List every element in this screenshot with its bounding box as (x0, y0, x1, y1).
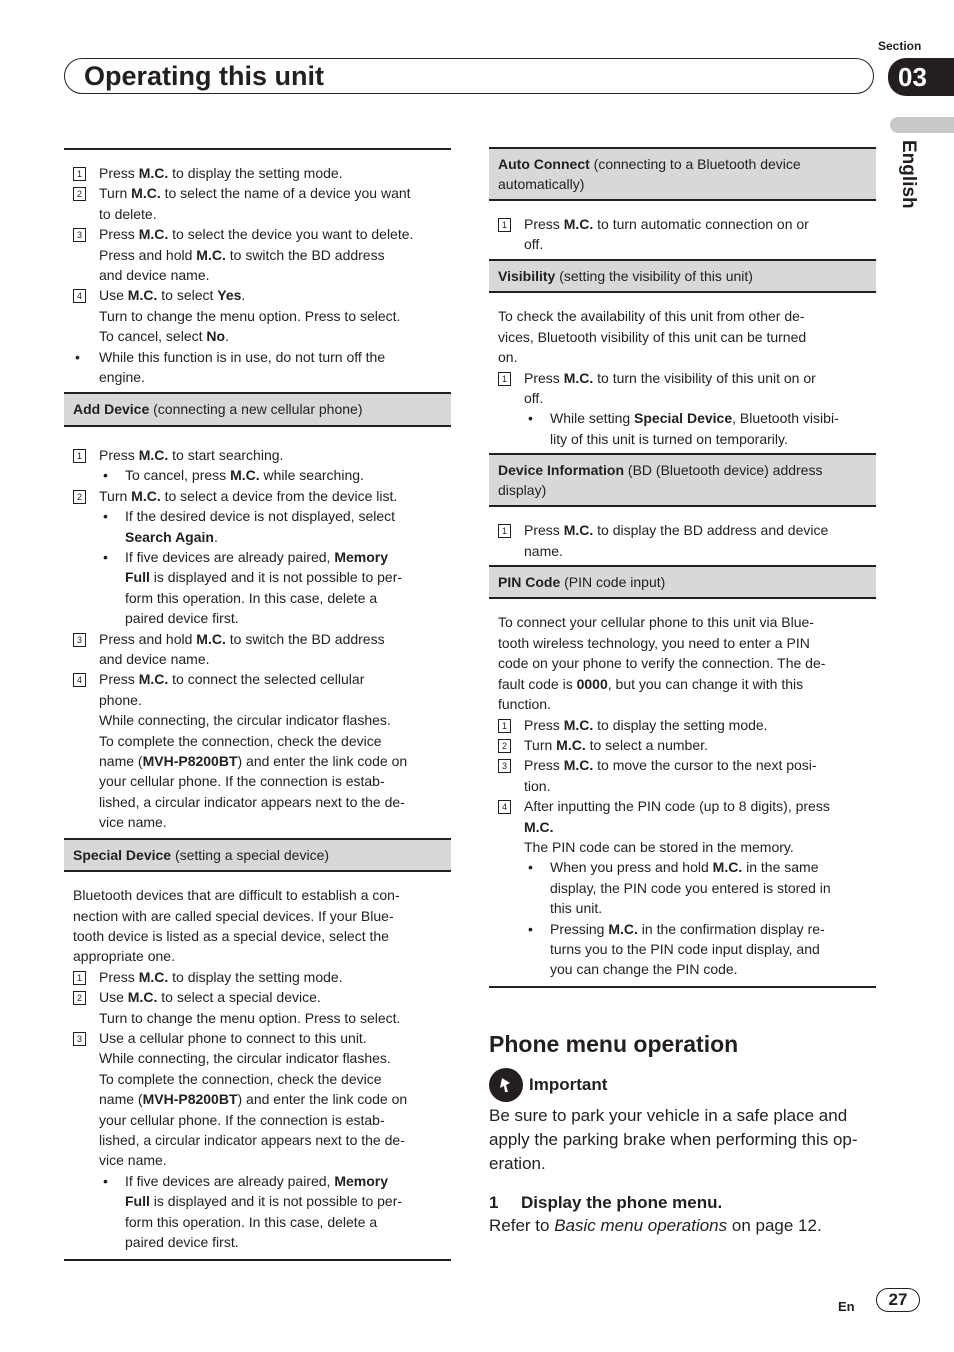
auto-connect-header: Auto Connect (connecting to a Bluetooth device automatically) (489, 147, 876, 201)
phone-menu-step: 1 Display the phone menu. (489, 1192, 723, 1212)
important-icon (489, 1068, 523, 1102)
step: 2 Turn M.C. to select the name of a device you want (73, 183, 442, 203)
device-information-header: Device Information (BD (Bluetooth device) address display) (489, 453, 876, 507)
special-device-body: Bluetooth devices that are difficult to establish a con- nection with are called special devices. If your Blue- tooth device is listed as a special device, select the appropriate one. 1 Press M.C. to display the setting mode. 2 Use M.C. to select a special device. Turn to change the menu option. Press to select. 3 Use a cellular phone to connect to this unit. While connecting, the circular indicator flashes. To complete the connection, check the device name (MVH-P8200BT) and enter the link code on your cellular phone. If the connection is estab- lished, a circular indicator appears next to the de- vice name. • If five devices are already paired, Memory Full is displayed and it is not possible to per- form this operation. In this case, delete a paired device first. (64, 885, 451, 1252)
page-number: 27 (876, 1288, 920, 1312)
special-device-header: Special Device (setting a special device) (64, 838, 451, 873)
page-title: Operating this unit (84, 61, 324, 91)
add-device-steps: 1 Press M.C. to start searching. • To cancel, press M.C. while searching. 2 Turn M.C. to select a device from the device list. • If the desired device is not displayed, select Search Again. • If five devices are already paired, Memory Full is displayed and it is not possible to per- form this operation. In this case, delete a paired device first. 3 Press and hold M.C. to switch the BD address and device name. 4 Press M.C. to connect the selected cellular phone. While connecting, the circular indicator flashes. To complete the connection, check the device name (MVH-P8200BT) and enter the link code on your cellular phone. If the connection is estab- lished, a circular indicator appears next to the de- vice name. (64, 445, 451, 833)
add-device-header: Add Device (connecting a new cellular phone) (64, 392, 451, 427)
pin-code-header: PIN Code (PIN code input) (489, 565, 876, 600)
important-block (489, 1068, 876, 1102)
delete-device-steps: 1 Press M.C. to display the setting mode. 2 Turn M.C. to select the name of a device you want to delete. 3 Press M.C. to select the device you want to delete. Press and hold M.C. to switch the BD address and device name. 4 Use M.C. to select Yes. Turn to change the menu option. Press to select. To cancel, select No. • While this function is in use, do not turn off the engine. (64, 163, 451, 387)
divider (64, 1259, 451, 1261)
important-label: Important (529, 1074, 608, 1094)
phone-menu-heading: Phone menu operation (489, 1030, 739, 1057)
step: 1 Press M.C. to display the setting mode. (73, 163, 442, 183)
language-bar (890, 117, 954, 133)
footer-language: En (838, 1299, 855, 1314)
note: • While this function is in use, do not turn off the (73, 347, 442, 367)
step: 3 Press M.C. to select the device you want to delete. (73, 224, 442, 244)
section-number: 03 (898, 62, 927, 92)
left-column (64, 148, 451, 1261)
visibility-header: Visibility (setting the visibility of this unit) (489, 259, 876, 294)
important-text: Be sure to park your vehicle in a safe place and apply the parking brake when performing this op- eration. (489, 1105, 858, 1173)
step: 4 Use M.C. to select Yes. (73, 285, 442, 305)
section-label: Section (878, 39, 922, 53)
language-label: English (898, 140, 919, 209)
right-column: Auto Connect (connecting to a Bluetooth device automatically) 1 Press M.C. to turn automatic connection on or off. Visibility (setting the visibility of this unit) To check the availability of this unit from other de- vices, Bluetooth visibility of this unit can be turned on. 1 Press M.C. to turn the visibility of this unit on or off. • While setting Special Device, Bluetooth visibi- lity of this unit is turned on temporarily. Device Information (BD (Bluetooth device) address display) 1 Press M.C. to display the BD address and device name. PIN Code (PIN code input) To connect your cellular phone to this unit via Blue- tooth wireless technology, you need to enter a PIN code on your phone to verify the connection. The de- fault code is 0000, but you can change it with this function. 1 Press M.C. to display the setting mode. 2 Turn M.C. to select a number. 3 Press M.C. to move the cursor to the next posi- tion. 4 After inputting the PIN code (up to 8 digits), press M.C. The PIN code can be stored in the memory. • When you press and hold M.C. in the same display, the PIN code you entered is stored in this unit. • Pressing M.C. in the confirmation display re- turns you to the PIN code input display, and you can change the PIN code. Phone menu operation Important Be sure to park your vehicle in a safe place and apply the parking brake when performing this op- eration. 1 Display the phone menu. Refer to Basic menu operations on page 12. (489, 147, 876, 1238)
phone-menu-reference: Refer to Basic menu operations on page 12. (489, 1215, 822, 1235)
